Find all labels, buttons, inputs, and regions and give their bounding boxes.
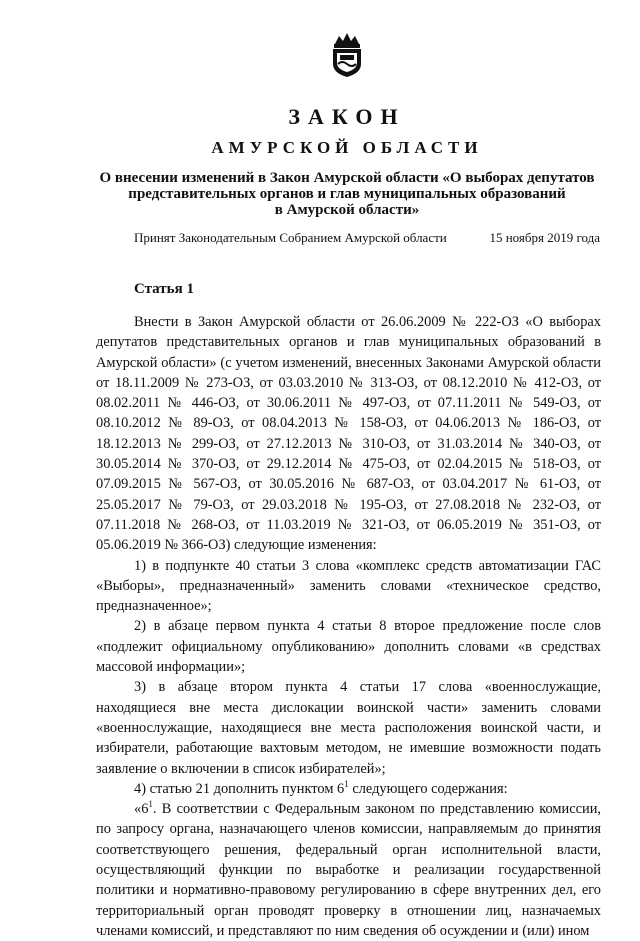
title-line: представительных органов и глав муниципальных образований [128, 186, 566, 202]
article-heading: Статья 1 [134, 281, 194, 297]
item-text: следующего содержания: [348, 780, 508, 797]
document-kind: ЗАКОН [288, 104, 406, 129]
item-text: 4) статью 21 дополнить пунктом 6 [134, 780, 345, 797]
superscript: 1 [344, 779, 349, 790]
adoption-line [134, 230, 600, 246]
document-title [88, 170, 606, 218]
superscript: 1 [148, 799, 153, 810]
amendment-item: 1) в подпункте 40 статьи 3 слова «комплекс средств автоматизации ГАС «Выборы», предназначенный» заменить словами «техническое средство, предназначенное»; [96, 557, 601, 615]
amendment-item: 2) в абзаце первом пункта 4 статьи 8 второе предложение после слов «подлежит официальному опубликованию» дополнить словами «в средствах массовой информации»; [96, 618, 601, 676]
adoption-text: Принят Законодательным Собранием Амурской области [134, 230, 447, 245]
quote-number: «6 [134, 801, 149, 818]
document-region: АМУРСКОЙ ОБЛАСТИ [211, 138, 483, 157]
amendment-item [96, 779, 601, 799]
title-line: в Амурской области» [274, 202, 420, 218]
quoted-paragraph [96, 799, 601, 941]
amendment-item: 3) в абзаце втором пункта 4 статьи 17 слова «военнослужащие, находящиеся вне места дислокации воинской части» заменить словами «военнослужащие, находящиеся вне места расположения воинской части, и избиратели, работающие вахтовым методом, не имевшие возможности подать заявление о включении в список избирателей»; [96, 679, 601, 777]
coat-of-arms-icon [329, 30, 365, 78]
article-body [96, 312, 601, 941]
adoption-date: 15 ноября 2019 года [489, 230, 600, 245]
article-intro-paragraph: Внести в Закон Амурской области от 26.06.2009 № 222-ОЗ «О выборах депутатов представительных органов и глав муниципальных образований в Амурской области» (с учетом изменений, внесенных Законами Амурской области от 18.11.2009 № 273-ОЗ, от 03.03.2010 № 313-ОЗ, от 08.12.2010 № 412-ОЗ, от 08.02.2011 № 446-ОЗ, от 30.06.2011 № 497-ОЗ, от 07.11.2011 № 549-ОЗ, от 08.10.2012 № 89-ОЗ, от 08.04.2013 № 158-ОЗ, от 04.06.2013 № 186-ОЗ, от 18.12.2013 № 299-ОЗ, от 27.12.2013 № 310-ОЗ, от 31.03.2014 № 340-ОЗ, от 30.05.2014 № 370-ОЗ, от 29.12.2014 № 475-ОЗ, от 02.04.2015 № 518-ОЗ, от 07.09.2015 № 567-ОЗ, от 30.05.2016 № 687-ОЗ, от 03.04.2017 № 61-ОЗ, от 25.05.2017 № 79-ОЗ, от 29.03.2018 № 195-ОЗ, от 27.08.2018 № 232-ОЗ, от 07.11.2018 № 268-ОЗ, от 11.03.2019 № 321-ОЗ, от 06.05.2019 № 351-ОЗ, от 05.06.2019 № 366-ОЗ) следующие изменения: [96, 314, 601, 554]
quote-text: . В соответствии с Федеральным законом по представлению комиссии, по запросу органа, назначающего членов комиссии, направляемым до принятия соответствующего решения, федеральный орган исполнительной власти, осуществляющий функции по выработке и реализации государственной политики и нормативно-правовому регулированию в сфере внутренних дел, его территориальный орган проводят проверку в отношении лиц, назначаемых членами комиссий, и представляют по ним сведения об осуждении и (или) ином [96, 801, 601, 939]
title-line: О внесении изменений в Закон Амурской области «О выборах депутатов [99, 170, 595, 186]
